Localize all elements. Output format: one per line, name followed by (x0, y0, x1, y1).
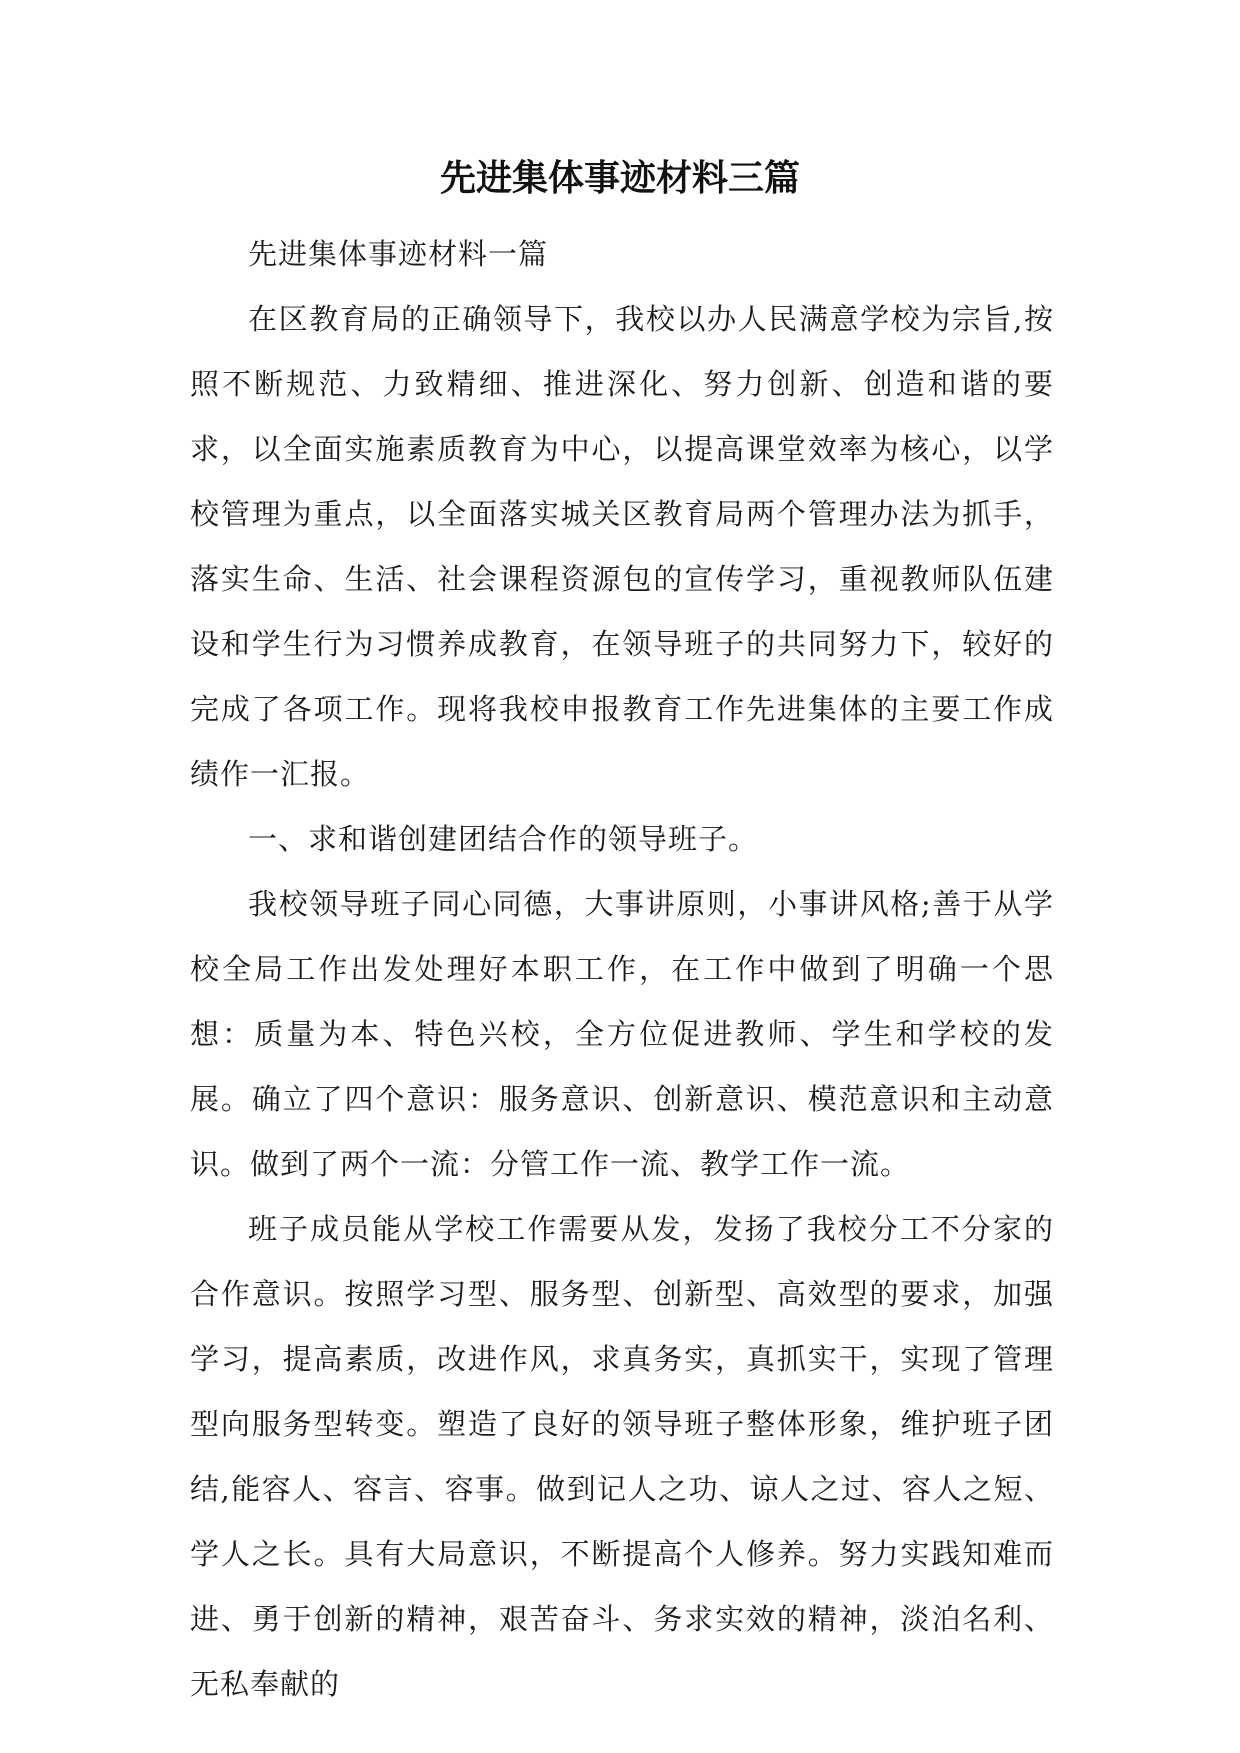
paragraph-intro: 在区教育局的正确领导下，我校以办人民满意学校为宗旨,按照不断规范、力致精细、推进深化、努力创新、创造和谐的要求，以全面实施素质教育为中心，以提高课堂效率为核心，以学校管理为重点，以全面落实城关区教育局两个管理办法为抓手，落实生命、生活、社会课程资源包的宣传学习，重视教师队伍建设和学生行为习惯养成教育，在领导班子的共同努力下，较好的完成了各项工作。现将我校申报教育工作先进集体的主要工作成绩作一汇报。 (190, 302, 1054, 791)
document-title: 先进集体事迹材料三篇 (439, 157, 800, 199)
section-heading-1: 先进集体事迹材料一篇 (248, 237, 549, 271)
paragraph-leadership: 我校领导班子同心同德，大事讲原则，小事讲风格;善于从学校全局工作出发处理好本职工作，在工作中做到了明确一个思想：质量为本、特色兴校，全方位促进教师、学生和学校的发展。确立了四个意识：服务意识、创新意识、模范意识和主动意识。做到了两个一流：分管工作一流、教学工作一流。 (190, 887, 1054, 1181)
section-heading-2: 一、求和谐创建团结合作的领导班子。 (248, 822, 759, 856)
paragraph-team: 班子成员能从学校工作需要从发，发扬了我校分工不分家的合作意识。按照学习型、服务型、创新型、高效型的要求，加强学习，提高素质，改进作风，求真务实，真抓实干，实现了管理型向服务型转变。塑造了良好的领导班子整体形象，维护班子团结,能容人、容言、容事。做到记人之功、谅人之过、容人之短、学人之长。具有大局意识，不断提高个人修养。努力实践知难而进、勇于创新的精神，艰苦奋斗、务求实效的精神，淡泊名利、无私奉献的 (190, 1212, 1054, 1701)
document-body (190, 222, 1054, 1717)
